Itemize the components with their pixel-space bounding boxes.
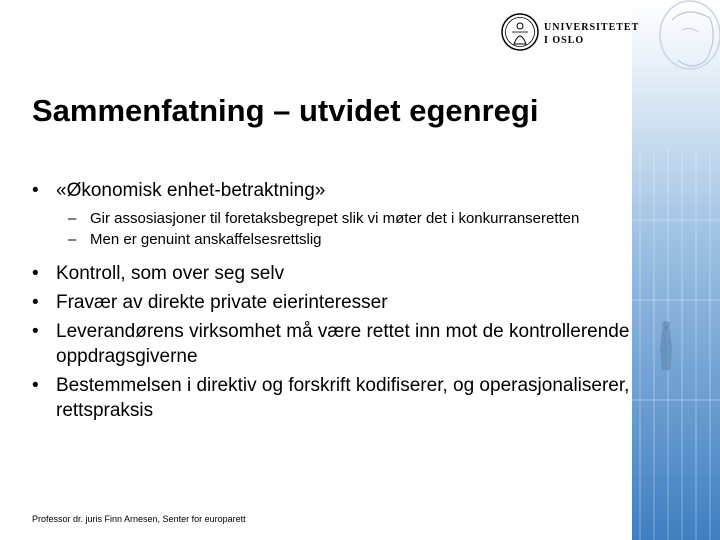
footer-text: Professor dr. juris Finn Arnesen, Senter for europarett <box>32 514 246 524</box>
bullet-item <box>32 373 632 423</box>
bullet-marker: • <box>32 292 39 313</box>
bullet-text: Bestemmelsen i direktiv og forskrift kodifiserer, og operasjonaliserer, rettspraksis <box>56 375 630 421</box>
logo-text-line1: UNIVERSITETET <box>544 22 640 33</box>
logo-text-line2: I OSLO <box>544 35 585 46</box>
bullet-item <box>32 319 632 369</box>
bullet-text: Kontroll, som over seg selv <box>56 263 285 284</box>
bullet-text: «Økonomisk enhet-betraktning» <box>56 180 326 201</box>
bullet-marker: • <box>32 321 39 342</box>
bullet-text: Fravær av direkte private eierinteresser <box>56 292 388 313</box>
bullet-text: Leverandørens virksomhet må være rettet inn mot de kontrollerende oppdragsgiverne <box>56 321 630 367</box>
side-panel-graphic <box>632 0 720 540</box>
bullet-item <box>32 290 632 315</box>
bullet-marker: • <box>32 375 39 396</box>
sub-bullet-marker: – <box>68 231 77 248</box>
bullet-marker: • <box>32 180 39 201</box>
university-logo <box>500 12 640 52</box>
bullet-item <box>32 178 632 203</box>
sub-bullet-marker: – <box>68 210 77 227</box>
university-seal-icon <box>500 12 540 52</box>
slide-content <box>32 178 632 423</box>
bullet-item <box>32 261 632 286</box>
slide-title: Sammenfatning – utvidet egenregi <box>32 93 539 128</box>
sub-bullet-item <box>68 209 632 228</box>
sub-bullet-item <box>68 230 632 249</box>
bullet-marker: • <box>32 263 39 284</box>
decorative-side-panel <box>632 0 720 540</box>
sub-bullet-text: Gir assosiasjoner til foretaksbegrepet slik vi møter det i konkurranseretten <box>90 210 580 227</box>
sub-bullet-text: Men er genuint anskaffelsesrettslig <box>90 231 322 248</box>
